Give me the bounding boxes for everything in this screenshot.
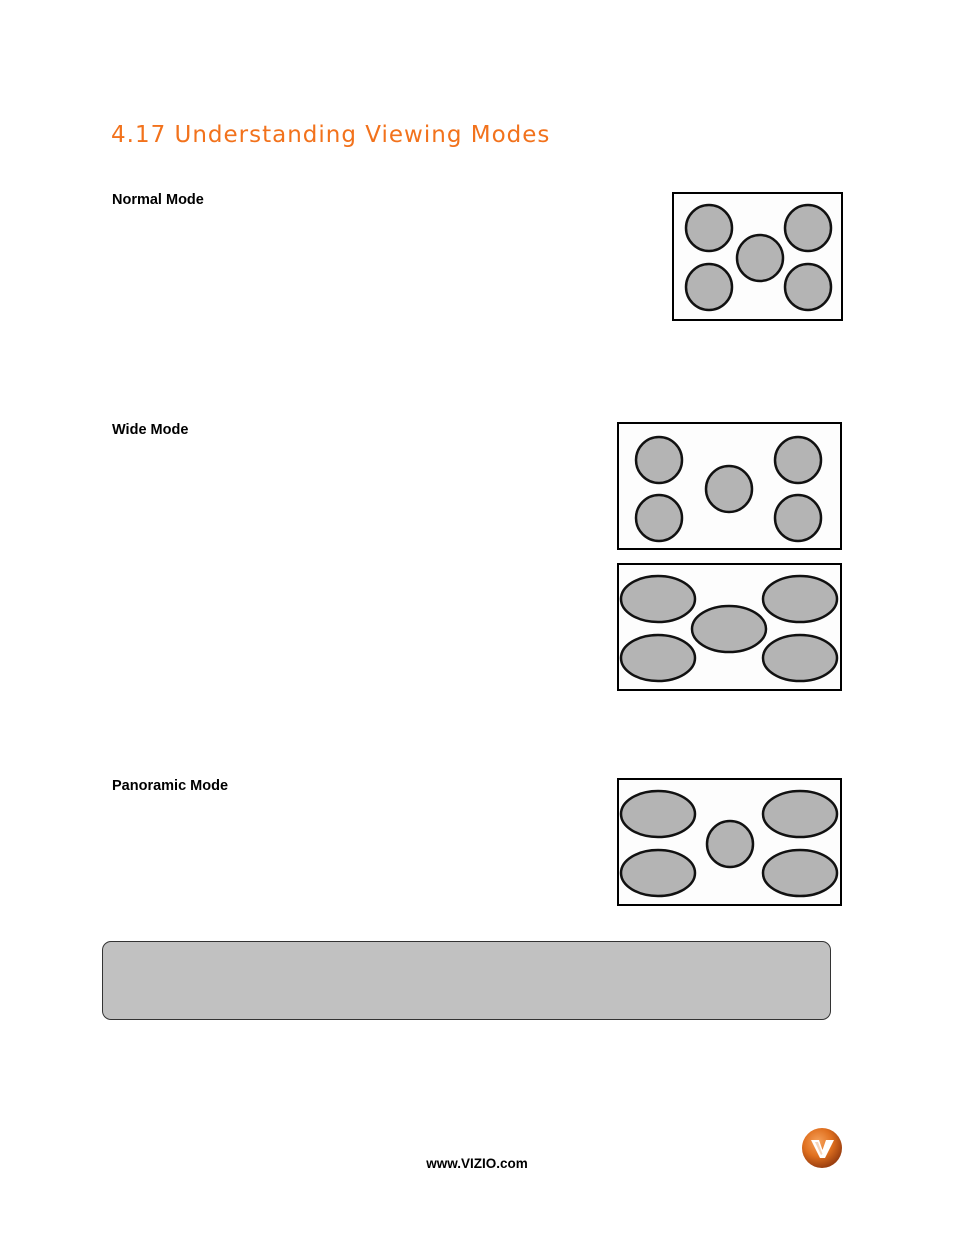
note-box bbox=[102, 941, 831, 1020]
screen-panoramic-stretch-icon bbox=[619, 780, 840, 904]
normal-mode-heading: Normal Mode bbox=[112, 192, 204, 208]
screen-stretched-ellipses-icon bbox=[619, 565, 840, 689]
shape-top-left bbox=[636, 437, 682, 483]
panoramic-mode-heading: Panoramic Mode bbox=[112, 778, 229, 794]
wide-mode-heading: Wide Mode bbox=[112, 422, 189, 438]
shape-bottom-left bbox=[621, 635, 695, 681]
vizio-v-logo-icon bbox=[801, 1127, 843, 1169]
shape-center bbox=[707, 821, 753, 867]
shape-top-right bbox=[763, 576, 837, 622]
panoramic-mode-diagram bbox=[617, 778, 842, 906]
shape-bottom-left bbox=[636, 495, 682, 541]
shape-bottom-right bbox=[763, 635, 837, 681]
shape-top-right bbox=[785, 205, 831, 251]
screen-4x3-circles-icon bbox=[674, 194, 841, 319]
shape-top-left bbox=[621, 791, 695, 837]
shape-bottom-right bbox=[763, 850, 837, 896]
section-title: 4.17 Understanding Viewing Modes bbox=[111, 122, 551, 148]
shape-center bbox=[692, 606, 766, 652]
shape-top-left bbox=[686, 205, 732, 251]
shape-bottom-left bbox=[686, 264, 732, 310]
shape-bottom-right bbox=[785, 264, 831, 310]
wide-mode-diagram-original bbox=[617, 422, 842, 550]
wide-mode-diagram-stretched bbox=[617, 563, 842, 691]
shape-top-right bbox=[775, 437, 821, 483]
shape-top-right bbox=[763, 791, 837, 837]
shape-bottom-right bbox=[775, 495, 821, 541]
screen-circles-pillarbox-icon bbox=[619, 424, 840, 548]
shape-center bbox=[737, 235, 783, 281]
normal-mode-diagram bbox=[672, 192, 843, 321]
shape-bottom-left bbox=[621, 850, 695, 896]
shape-top-left bbox=[621, 576, 695, 622]
footer-url: www.VIZIO.com bbox=[426, 1156, 528, 1171]
shape-center bbox=[706, 466, 752, 512]
